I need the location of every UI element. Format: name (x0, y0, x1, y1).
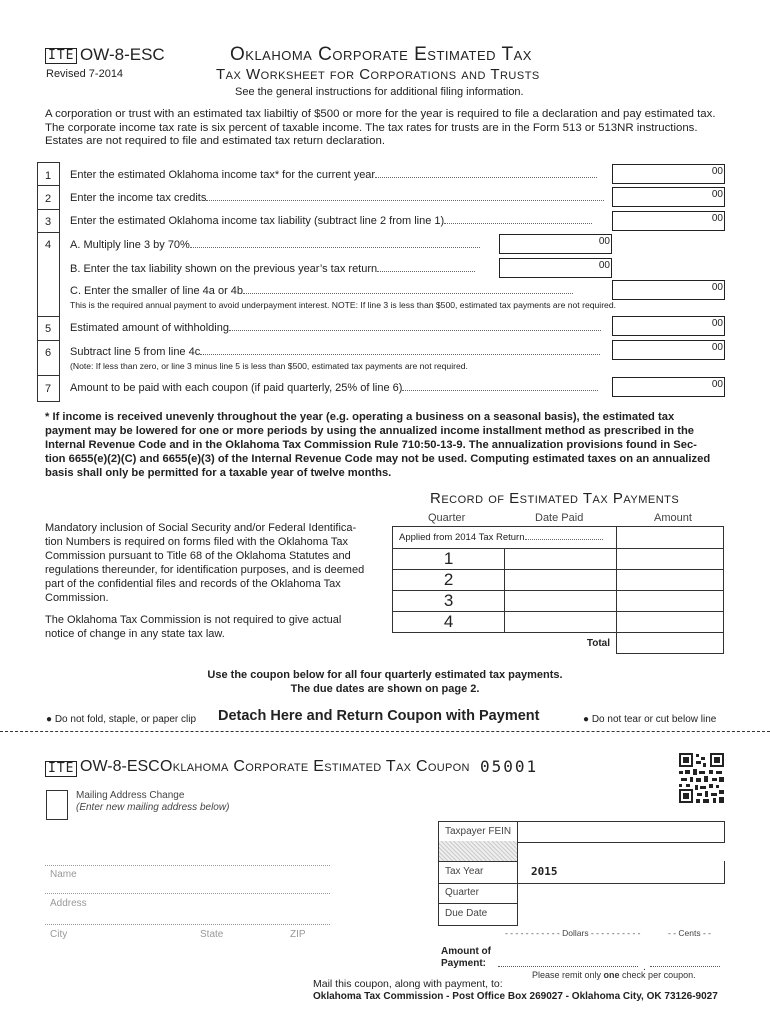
payment-record-table (392, 526, 724, 654)
intro-text: A corporation or trust with an estimated tax liabiltiy of $500 or more for the year is required to file a declaration and pay estimated tax. The corporate income tax rate is six percent of taxable income. The tax rates for trusts are in the Form 513 or 513NR instructions. Estates are not required to file and estimated tax return declaration. (45, 108, 716, 147)
col-quarter: Quarter (428, 512, 466, 524)
quarter-cell[interactable] (438, 883, 518, 904)
quarter-1: 1 (393, 549, 505, 570)
ite-mark: ITE (45, 48, 77, 64)
state-label: State (200, 929, 224, 940)
dollars-label: - - - - - - - - - - - Dollars - - - - - - - - - - (505, 928, 641, 938)
col-date: Date Paid (535, 512, 584, 524)
quarter-label: Quarter (445, 887, 479, 898)
revised-date: Revised 7-2014 (46, 68, 124, 80)
annualized-note: * If income is received unevenly throughout the year (e.g. operating a business on a seasonal basis), the estimated tax payment may be lowered for one or more periods by using the annualized income installment method as prescribed in the Internal Revenue Code and in the Oklahoma Tax Commission Rule 710:50-13-9. The annualization provisions found in Sec- tion 6655(e)(2)(C) and 6655(e)(3) of the Internal Revenue Code may not be used. Computing estimated taxes on an annualized basis shall only be permitted for a taxable year of twelve months. (45, 411, 711, 479)
remit-note: Please remit only one check per coupon. (532, 970, 696, 980)
form-subtitle: Tax Worksheet for Corporations and Trusts (216, 66, 540, 83)
instructions-note: See the general instructions for additional filing information. (235, 86, 524, 98)
line-6-note: (Note: If less than zero, or line 3 minus line 5 is less than $500, estimated tax payments are not required. (70, 361, 468, 371)
zip-label: ZIP (290, 929, 306, 940)
form-id: OW-8-ESC (80, 45, 165, 64)
col-amount: Amount (654, 512, 692, 524)
line-4b-text: B. Enter the tax liability shown on the previous year’s tax return (70, 263, 475, 275)
fein-label: Taxpayer FEIN (445, 826, 512, 837)
tax-year-label: Tax Year (445, 866, 484, 877)
change-notice: The Oklahoma Tax Commission is not required to give actual notice of change in any state tax law. (45, 614, 342, 640)
address-field[interactable] (45, 910, 330, 922)
date-paid-1[interactable] (505, 549, 617, 570)
record-title: Record of Estimated Tax Payments (430, 490, 680, 507)
line-2-text: Enter the income tax credits (70, 192, 604, 204)
privacy-notice: Mandatory inclusion of Social Security and/or Federal Identifica- tion Numbers is required on forms filed with the Oklahoma Tax Commission pursuant to Title 68 of the Oklahoma Statutes and regulations thereunder, for identification purposes, and is deemed part of the confidential files and records of the Oklahoma Tax Commission. (45, 522, 365, 604)
cents-label: - - Cents - - (668, 928, 711, 938)
line-2-num: 2 (44, 193, 52, 205)
tax-year-value: 2015 (531, 865, 558, 878)
line-1-num: 1 (44, 170, 52, 182)
name-field[interactable] (45, 880, 330, 892)
line-4-num: 4 (44, 239, 52, 251)
fein-field[interactable] (518, 822, 724, 842)
date-paid-2[interactable] (505, 570, 617, 591)
no-tear-notice: ● Do not tear or cut below line (583, 714, 717, 725)
name-label: Name (50, 869, 77, 880)
line-5-num: 5 (44, 323, 52, 335)
shaded-cell (438, 841, 518, 862)
coupon-code: 05001 (480, 757, 539, 776)
line-7-num: 7 (44, 383, 52, 395)
amount-4[interactable] (617, 612, 724, 633)
line-4a-text: A. Multiply line 3 by 70% (70, 239, 480, 251)
date-paid-3[interactable] (505, 591, 617, 612)
line-4b-field[interactable]: 00 (499, 258, 612, 278)
line-4c-text: C. Enter the smaller of line 4a or 4b (70, 285, 573, 297)
quarter-4: 4 (393, 612, 505, 633)
qr-code-icon (679, 753, 724, 803)
city-label: City (50, 929, 68, 940)
line-3-field[interactable]: 00 (612, 211, 725, 231)
amount-3[interactable] (617, 591, 724, 612)
total-label: Total (586, 637, 611, 649)
line-4a-field[interactable]: 00 (499, 234, 612, 254)
applied-amount[interactable] (617, 527, 724, 549)
line-7-field[interactable]: 00 (612, 377, 725, 397)
no-fold-notice: ● Do not fold, staple, or paper clip (46, 714, 197, 725)
applied-from-cell: Applied from 2014 Tax Return (393, 527, 617, 549)
coupon-instructions: Use the coupon below for all four quarterly estimated tax payments. The due dates are shown on page 2. (207, 669, 563, 695)
mailing-change-label: Mailing Address Change (76, 790, 185, 801)
dollars-field[interactable] (498, 966, 638, 967)
line-4c-field[interactable]: 00 (612, 280, 725, 300)
coupon-form-id: OW-8-ESC (80, 758, 160, 775)
line-4c-note: This is the required annual payment to avoid underpayment interest. NOTE: If line 3 is less than $500, estimated tax payments are not required. (70, 300, 616, 310)
line-7-text: Amount to be paid with each coupon (if paid quarterly, 25% of line 6) (70, 382, 598, 394)
coupon-title: Oklahoma Corporate Estimated Tax Coupon (160, 758, 470, 775)
amount-of-payment-label: Amount of Payment: (441, 946, 491, 969)
address-label: Address (50, 898, 87, 909)
total-amount[interactable] (617, 633, 724, 654)
mailing-change-sub: (Enter new mailing address below) (76, 802, 230, 813)
quarter-2: 2 (393, 570, 505, 591)
line-2-field[interactable]: 00 (612, 187, 725, 207)
line-6-text: Subtract line 5 from line 4c (70, 346, 600, 358)
mailing-change-checkbox[interactable] (46, 790, 68, 820)
line-3-num: 3 (44, 216, 52, 228)
coupon-ite-mark: ITE (45, 761, 77, 777)
cents-field[interactable] (650, 966, 720, 967)
line-6-field[interactable]: 00 (612, 340, 725, 360)
date-paid-4[interactable] (505, 612, 617, 633)
mail-address: Oklahoma Tax Commission - Post Office Box 269027 - Oklahoma City, OK 73126-9027 (313, 991, 718, 1002)
line-6-num: 6 (44, 347, 52, 359)
form-title: Oklahoma Corporate Estimated Tax (230, 44, 532, 65)
line-5-text: Estimated amount of withholding (70, 322, 601, 334)
line-3-text: Enter the estimated Oklahoma income tax liability (subtract line 2 from line 1) (70, 215, 592, 227)
detach-line (0, 731, 770, 732)
fein-row (438, 821, 725, 843)
detach-heading: Detach Here and Return Coupon with Payment (218, 708, 540, 724)
line-5-field[interactable]: 00 (612, 316, 725, 336)
tax-year-row (438, 861, 725, 884)
amount-1[interactable] (617, 549, 724, 570)
line-1-text: Enter the estimated Oklahoma income tax* for the current year (70, 169, 597, 181)
mail-to-label: Mail this coupon, along with payment, to: (313, 978, 503, 990)
due-date-label: Due Date (445, 908, 488, 919)
due-date-cell[interactable] (438, 903, 518, 926)
amount-2[interactable] (617, 570, 724, 591)
quarter-3: 3 (393, 591, 505, 612)
line-1-field[interactable]: 00 (612, 164, 725, 184)
